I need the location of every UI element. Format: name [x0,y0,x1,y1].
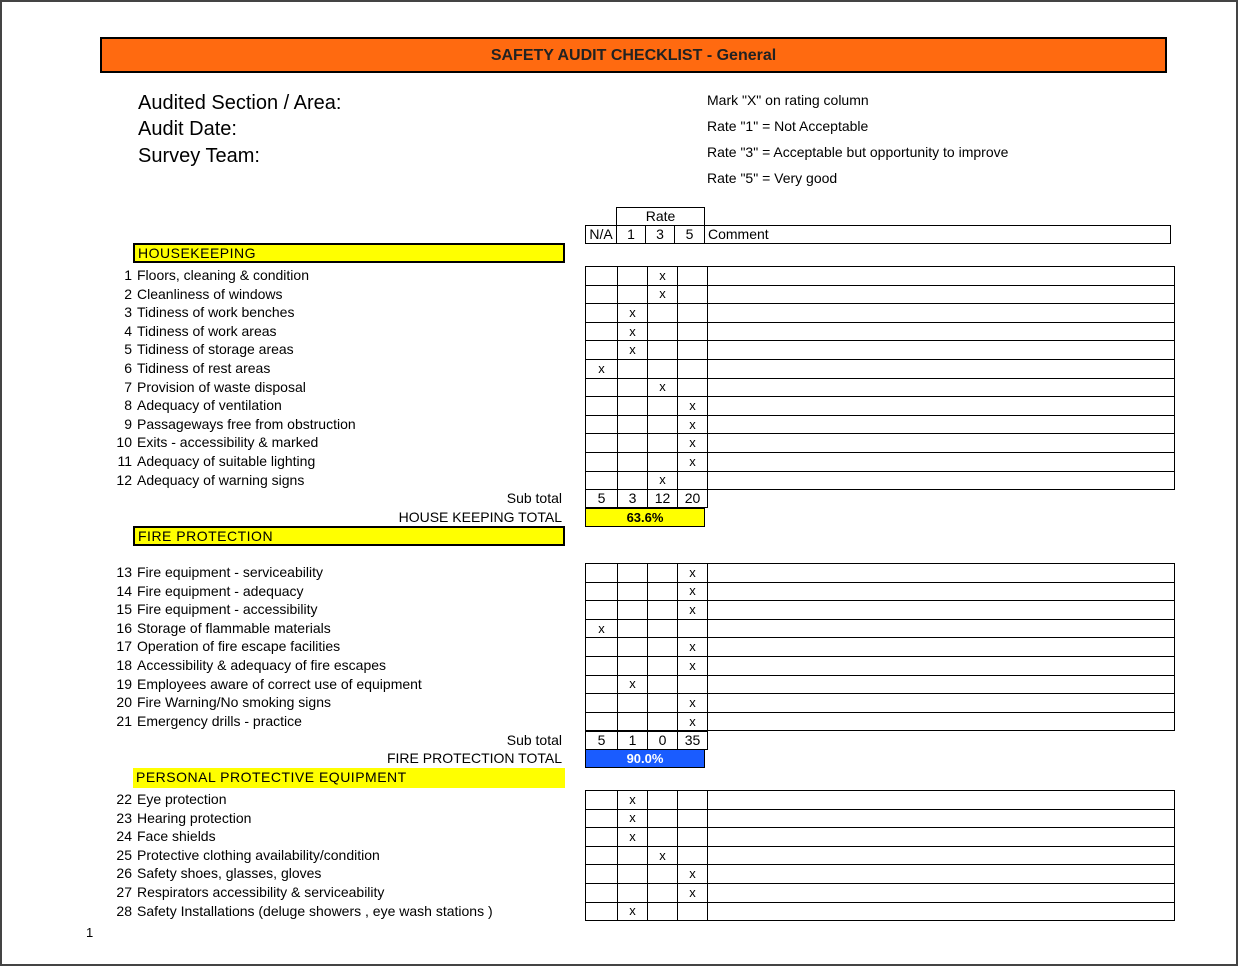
item-number: 3 [124,304,132,321]
item-description: Protective clothing availability/condition [137,846,380,863]
item-number: 9 [124,415,132,432]
rating-row [586,638,1175,657]
item-description: Tidiness of rest areas [137,360,271,376]
item-description: Safety shoes, glasses, gloves [137,865,322,882]
na-cell[interactable] [586,341,618,360]
checklist-item [110,267,309,286]
comment-column-header: Comment [704,225,1171,244]
rate-5-cell[interactable]: x [678,434,708,453]
rate-5-cell[interactable]: x [678,601,708,620]
rating-row [586,359,1175,378]
housekeeping-subtotal-row [585,489,708,508]
na-cell[interactable] [586,809,618,828]
rating-row [586,656,1175,675]
item-number: 22 [116,791,132,807]
item-number: 8 [124,397,132,414]
subtotal-3: 0 [648,732,678,750]
rate-5-cell[interactable] [678,359,708,378]
rating-row [586,619,1175,638]
checklist-item [110,810,251,829]
item-number: 25 [116,846,132,863]
item-description: Hearing protection [137,809,252,826]
rating-row [586,791,1175,810]
comment-cell[interactable] [708,638,1175,657]
comment-cell[interactable] [708,883,1175,902]
rate-3-cell[interactable] [648,619,678,638]
rate-1-cell[interactable] [618,601,648,620]
na-cell[interactable]: x [586,619,618,638]
rating-row [586,564,1175,583]
rate-1-cell[interactable] [618,656,648,675]
fire-protection-rating-grid [585,563,1175,731]
item-number: 21 [116,712,132,729]
rate-3-cell[interactable] [648,397,678,416]
item-number: 12 [116,471,132,488]
na-cell[interactable] [586,378,618,397]
checklist-item [110,323,277,342]
rate-3-cell[interactable]: x [648,285,678,304]
rate-1-cell[interactable] [618,883,648,902]
rate-1-column-header: 1 [616,225,646,244]
rate-5-column-header: 5 [674,225,705,244]
na-cell[interactable] [586,285,618,304]
rate-1-cell[interactable] [618,434,648,453]
rate-5-cell[interactable]: x [678,582,708,601]
comment-cell[interactable] [708,902,1175,921]
housekeeping-subtotal-label: Sub total [506,490,562,506]
item-description: Tidiness of work benches [137,304,295,321]
item-number: 7 [124,378,132,395]
rate-1-cell[interactable]: x [618,341,648,360]
checklist-item [110,791,227,810]
fire-protection-subtotal-label: Sub total [506,732,562,748]
item-number: 24 [116,828,132,845]
rate-3-cell[interactable]: x [648,846,678,865]
na-cell[interactable] [586,638,618,657]
rate-5-cell[interactable] [678,619,708,638]
checklist-item [110,620,331,639]
rate-1-cell[interactable] [618,267,648,286]
checklist-item [110,638,340,657]
comment-cell[interactable] [708,322,1175,341]
rate-1-cell[interactable] [618,846,648,865]
item-description: Employees aware of correct use of equipment [137,675,422,692]
item-number: 18 [116,657,132,673]
rate-3-cell[interactable] [648,564,678,583]
checklist-item [110,847,380,866]
comment-cell[interactable] [708,397,1175,416]
na-column-header: N/A [585,225,617,244]
item-number: 2 [124,285,132,302]
rate-1-cell[interactable] [618,471,648,490]
subtotal-5: 20 [678,490,708,508]
comment-cell[interactable] [708,341,1175,360]
rating-row [586,415,1175,434]
rate-1-cell[interactable]: x [618,809,648,828]
item-number: 19 [116,675,132,692]
na-cell[interactable] [586,471,618,490]
comment-cell[interactable] [708,378,1175,397]
rating-row [586,883,1175,902]
checklist-item [110,828,216,847]
item-number: 17 [116,638,132,655]
rating-row [586,322,1175,341]
na-cell[interactable] [586,415,618,434]
comment-cell[interactable] [708,415,1175,434]
rate-1-cell[interactable] [618,359,648,378]
checklist-item [110,657,386,676]
rate-5-cell[interactable] [678,902,708,921]
na-cell[interactable] [586,656,618,675]
checklist-item [110,286,283,305]
instruction-rate-5: Rate "5" = Very good [707,170,838,186]
rate-3-cell[interactable] [648,694,678,713]
rating-row [586,601,1175,620]
rate-5-cell[interactable] [678,285,708,304]
na-cell[interactable] [586,902,618,921]
item-description: Operation of fire escape facilities [137,638,341,655]
subtotal-5: 35 [678,732,708,750]
rating-row [586,471,1175,490]
rate-1-cell[interactable]: x [618,675,648,694]
rating-row [586,865,1175,884]
item-description: Storage of flammable materials [137,619,331,636]
item-number: 15 [116,601,132,618]
item-description: Fire equipment - adequacy [137,582,304,599]
item-description: Tidiness of storage areas [137,341,294,358]
rate-1-cell[interactable] [618,694,648,713]
comment-cell[interactable] [708,656,1175,675]
rate-3-cell[interactable]: x [648,378,678,397]
na-cell[interactable] [586,675,618,694]
item-description: Fire equipment - accessibility [137,601,318,618]
subtotal-1: 3 [618,490,648,508]
rate-1-cell[interactable] [618,582,648,601]
item-number: 11 [117,453,132,469]
page-number: 1 [86,925,94,940]
comment-cell[interactable] [708,452,1175,471]
comment-cell[interactable] [708,304,1175,323]
rate-1-cell[interactable] [618,285,648,304]
rating-row [586,712,1175,731]
comment-cell[interactable] [708,712,1175,731]
rate-3-cell[interactable]: x [648,267,678,286]
fire-protection-subtotal-row [585,731,708,750]
rate-5-cell[interactable] [678,267,708,286]
na-cell[interactable] [586,791,618,810]
na-cell[interactable]: x [586,359,618,378]
rate-3-cell[interactable] [648,415,678,434]
checklist-item [110,694,331,713]
na-cell[interactable] [586,883,618,902]
rate-3-cell[interactable] [648,675,678,694]
section-header-housekeeping: HOUSEKEEPING [133,243,565,263]
item-number: 1 [124,267,132,283]
rate-5-cell[interactable] [678,828,708,847]
na-cell[interactable] [586,322,618,341]
item-description: Floors, cleaning & condition [137,267,309,283]
na-cell[interactable] [586,712,618,731]
na-cell[interactable] [586,304,618,323]
checklist-item [110,865,321,884]
checklist-item [110,472,304,491]
rate-3-cell[interactable] [648,304,678,323]
item-number: 10 [116,434,132,451]
rate-5-cell[interactable]: x [678,564,708,583]
survey-team-label: Survey Team: [138,145,260,167]
comment-cell[interactable] [708,809,1175,828]
comment-cell[interactable] [708,582,1175,601]
rate-3-cell[interactable] [648,434,678,453]
item-description: Eye protection [137,791,227,807]
item-number: 28 [116,902,132,919]
item-description: Fire Warning/No smoking signs [137,694,331,711]
subtotal-na: 5 [586,732,618,750]
housekeeping-rating-grid [585,266,1175,490]
item-description: Tidiness of work areas [137,322,277,339]
rate-5-cell[interactable] [678,809,708,828]
rating-row [586,452,1175,471]
comment-cell[interactable] [708,791,1175,810]
rate-5-cell[interactable] [678,675,708,694]
checklist-item [110,416,356,435]
comment-cell[interactable] [708,865,1175,884]
rate-1-cell[interactable] [618,564,648,583]
rate-1-cell[interactable]: x [618,902,648,921]
comment-cell[interactable] [708,285,1175,304]
item-number: 23 [116,809,132,826]
rating-row [586,582,1175,601]
item-description: Accessibility & adequacy of fire escapes [137,657,387,673]
rate-1-cell[interactable] [618,397,648,416]
na-cell[interactable] [586,582,618,601]
instruction-mark: Mark "X" on rating column [707,92,869,108]
item-description: Respirators accessibility & serviceability [137,884,385,900]
rate-5-cell[interactable] [678,341,708,360]
subtotal-1: 1 [618,732,648,750]
checklist-item [110,884,384,903]
item-description: Adequacy of ventilation [137,397,282,414]
item-number: 14 [116,582,132,599]
item-number: 5 [124,341,132,358]
rate-5-cell[interactable] [678,846,708,865]
rating-row [586,828,1175,847]
rate-5-cell[interactable]: x [678,397,708,416]
rate-3-cell[interactable] [648,809,678,828]
rate-3-cell[interactable] [648,341,678,360]
rate-header: Rate [616,207,705,226]
checklist-item [110,583,304,602]
checklist-item [110,564,323,583]
comment-cell[interactable] [708,828,1175,847]
rating-row [586,285,1175,304]
rate-1-cell[interactable] [618,638,648,657]
item-description: Adequacy of warning signs [137,471,305,488]
checklist-item [110,713,302,732]
comment-cell[interactable] [708,267,1175,286]
instruction-rate-3: Rate "3" = Acceptable but opportunity to improve [707,144,1009,160]
checklist-item [110,903,493,922]
instruction-rate-1: Rate "1" = Not Acceptable [707,118,869,134]
subtotal-na: 5 [586,490,618,508]
rate-1-cell[interactable]: x [618,322,648,341]
rating-row [586,846,1175,865]
rate-5-cell[interactable] [678,791,708,810]
rate-5-cell[interactable]: x [678,638,708,657]
item-number: 27 [116,884,132,900]
na-cell[interactable] [586,865,618,884]
rate-3-cell[interactable] [648,865,678,884]
rate-3-cell[interactable] [648,883,678,902]
comment-cell[interactable] [708,601,1175,620]
rate-5-cell[interactable]: x [678,712,708,731]
item-description: Safety Installations (deluge showers , eye wash stations ) [137,902,493,919]
item-number: 4 [124,322,132,339]
comment-cell[interactable] [708,359,1175,378]
na-cell[interactable] [586,434,618,453]
rate-1-cell[interactable]: x [618,791,648,810]
comment-cell[interactable] [708,694,1175,713]
rate-3-cell[interactable] [648,828,678,847]
checklist-item [110,379,306,398]
rating-row [586,267,1175,286]
rate-5-cell[interactable] [678,471,708,490]
item-description: Exits - accessibility & marked [137,434,319,451]
rating-row [586,341,1175,360]
page-title: SAFETY AUDIT CHECKLIST - General [100,37,1167,73]
rating-row [586,902,1175,921]
comment-cell[interactable] [708,434,1175,453]
rating-row [586,675,1175,694]
comment-cell[interactable] [708,564,1175,583]
rate-5-cell[interactable]: x [678,865,708,884]
rate-1-cell[interactable] [618,378,648,397]
housekeeping-total-value: 63.6% [585,508,705,527]
na-cell[interactable] [586,694,618,713]
rate-5-cell[interactable]: x [678,694,708,713]
item-description: Adequacy of suitable lighting [137,453,316,469]
fire-protection-total-value: 90.0% [585,749,705,768]
rate-3-cell[interactable] [648,322,678,341]
rate-1-cell[interactable] [618,712,648,731]
checklist-item [110,304,294,323]
checklist-item [110,341,294,360]
rating-row [586,434,1175,453]
rate-3-cell[interactable] [648,791,678,810]
comment-cell[interactable] [708,471,1175,490]
rating-row [586,397,1175,416]
item-number: 26 [116,865,132,882]
rate-1-cell[interactable] [618,415,648,434]
item-number: 16 [116,619,132,636]
rate-3-cell[interactable] [648,712,678,731]
rate-1-cell[interactable] [618,619,648,638]
audit-date-label: Audit Date: [138,118,237,140]
audited-section-label: Audited Section / Area: [138,92,342,114]
checklist-item [110,397,282,416]
checklist-item [110,453,315,472]
na-cell[interactable] [586,564,618,583]
item-description: Cleanliness of windows [137,285,283,302]
ppe-rating-grid [585,790,1175,921]
rate-3-cell[interactable] [648,638,678,657]
rating-row [586,378,1175,397]
rate-5-cell[interactable]: x [678,656,708,675]
rate-5-cell[interactable] [678,322,708,341]
comment-cell[interactable] [708,619,1175,638]
rating-row [586,304,1175,323]
item-description: Face shields [137,828,216,845]
fire-protection-total-label: FIRE PROTECTION TOTAL [386,750,562,766]
item-description: Provision of waste disposal [137,378,306,395]
na-cell[interactable] [586,452,618,471]
subtotal-3: 12 [648,490,678,508]
rate-3-cell[interactable]: x [648,471,678,490]
rate-5-cell[interactable]: x [678,883,708,902]
rating-row [586,694,1175,713]
section-header-fire-protection: FIRE PROTECTION [133,526,565,546]
rate-3-cell[interactable] [648,656,678,675]
rate-5-cell[interactable]: x [678,415,708,434]
housekeeping-total-label: HOUSE KEEPING TOTAL [398,509,562,525]
na-cell[interactable] [586,601,618,620]
na-cell[interactable] [586,828,618,847]
item-number: 13 [116,564,132,580]
item-description: Passageways free from obstruction [137,415,356,432]
rate-1-cell[interactable]: x [618,304,648,323]
rate-5-cell[interactable] [678,378,708,397]
checklist-item [110,601,318,620]
na-cell[interactable] [586,267,618,286]
comment-cell[interactable] [708,675,1175,694]
rate-3-cell[interactable] [648,902,678,921]
rate-3-cell[interactable] [648,359,678,378]
rate-5-cell[interactable]: x [678,452,708,471]
item-description: Emergency drills - practice [137,712,302,729]
na-cell[interactable] [586,397,618,416]
na-cell[interactable] [586,846,618,865]
section-header-ppe: PERSONAL PROTECTIVE EQUIPMENT [133,768,565,788]
item-description: Fire equipment - serviceability [137,564,323,580]
rate-1-cell[interactable] [618,452,648,471]
checklist-item [110,676,422,695]
comment-cell[interactable] [708,846,1175,865]
rate-1-cell[interactable] [618,865,648,884]
rate-3-cell[interactable] [648,452,678,471]
item-number: 20 [116,694,132,711]
rate-3-cell[interactable] [648,582,678,601]
checklist-item [110,434,318,453]
rate-1-cell[interactable]: x [618,828,648,847]
rate-5-cell[interactable] [678,304,708,323]
rating-row [586,809,1175,828]
item-number: 6 [124,360,132,376]
checklist-item [110,360,270,379]
rate-3-cell[interactable] [648,601,678,620]
rate-3-column-header: 3 [645,225,675,244]
